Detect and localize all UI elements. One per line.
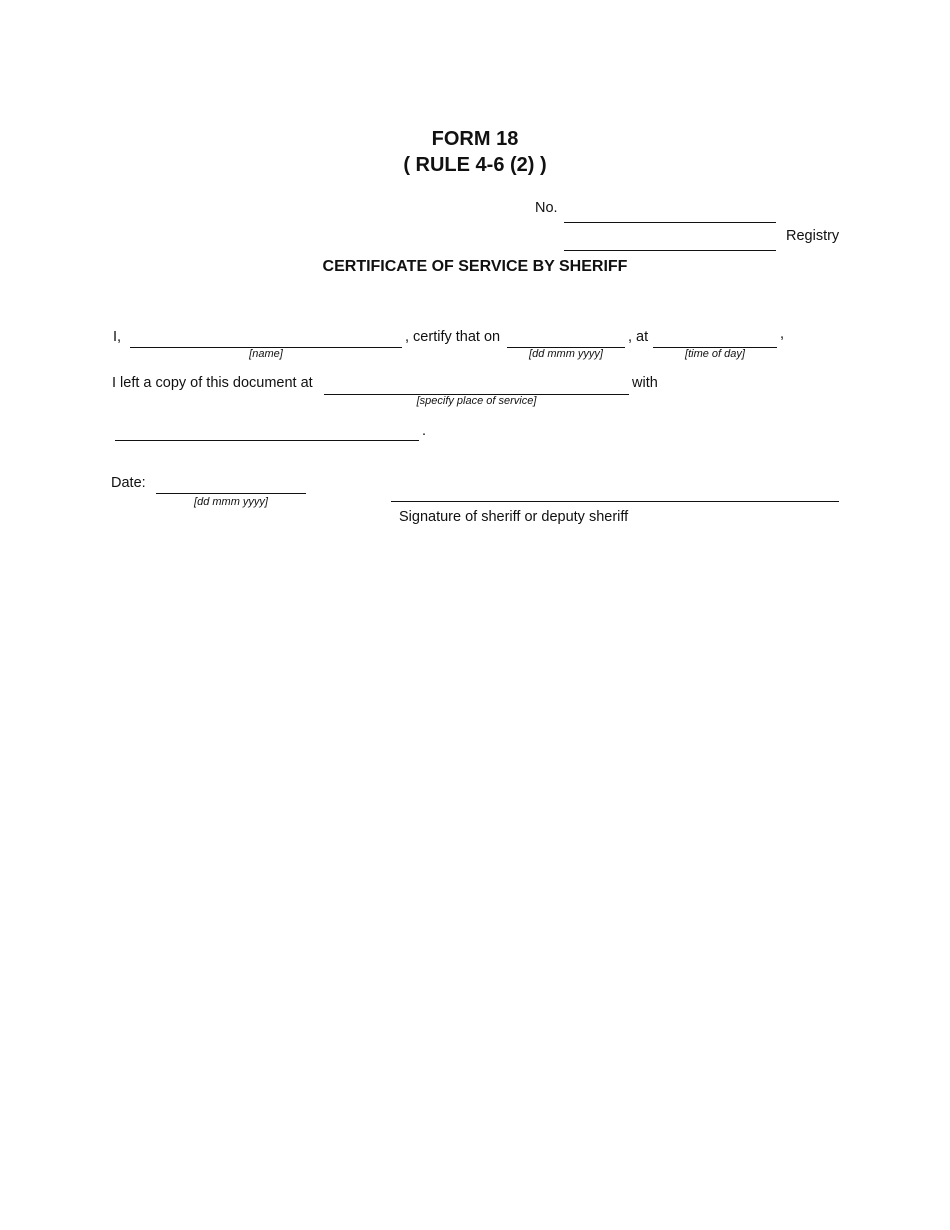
- with-label: with: [632, 375, 658, 391]
- at-label: , at: [628, 329, 649, 345]
- file-number-field[interactable]: [564, 222, 776, 223]
- registry-label: Registry: [786, 228, 840, 244]
- form-title: FORM 18: [431, 128, 519, 150]
- time-hint: [time of day]: [685, 348, 745, 360]
- left-copy-label: I left a copy of this document at: [112, 375, 313, 391]
- no-label: No.: [535, 200, 558, 216]
- registry-field[interactable]: [564, 250, 776, 251]
- signature-line[interactable]: [391, 501, 839, 502]
- certify-label: , certify that on: [405, 329, 501, 345]
- rule-reference: ( RULE 4-6 (2) ): [403, 154, 547, 176]
- trailing-comma: ,: [780, 326, 785, 342]
- signature-label: Signature of sheriff or deputy sheriff: [399, 509, 629, 525]
- i-label: I,: [113, 329, 122, 345]
- period: .: [422, 423, 427, 439]
- served-person-field[interactable]: [115, 440, 419, 441]
- date-label: Date:: [111, 475, 146, 491]
- signing-date-field[interactable]: [156, 493, 306, 494]
- document-title: CERTIFICATE OF SERVICE BY SHERIFF: [322, 258, 628, 275]
- signing-date-hint: [dd mmm yyyy]: [194, 496, 268, 508]
- service-date-hint: [dd mmm yyyy]: [529, 348, 603, 360]
- place-of-service-hint: [specify place of service]: [416, 395, 537, 407]
- name-hint: [name]: [249, 348, 283, 360]
